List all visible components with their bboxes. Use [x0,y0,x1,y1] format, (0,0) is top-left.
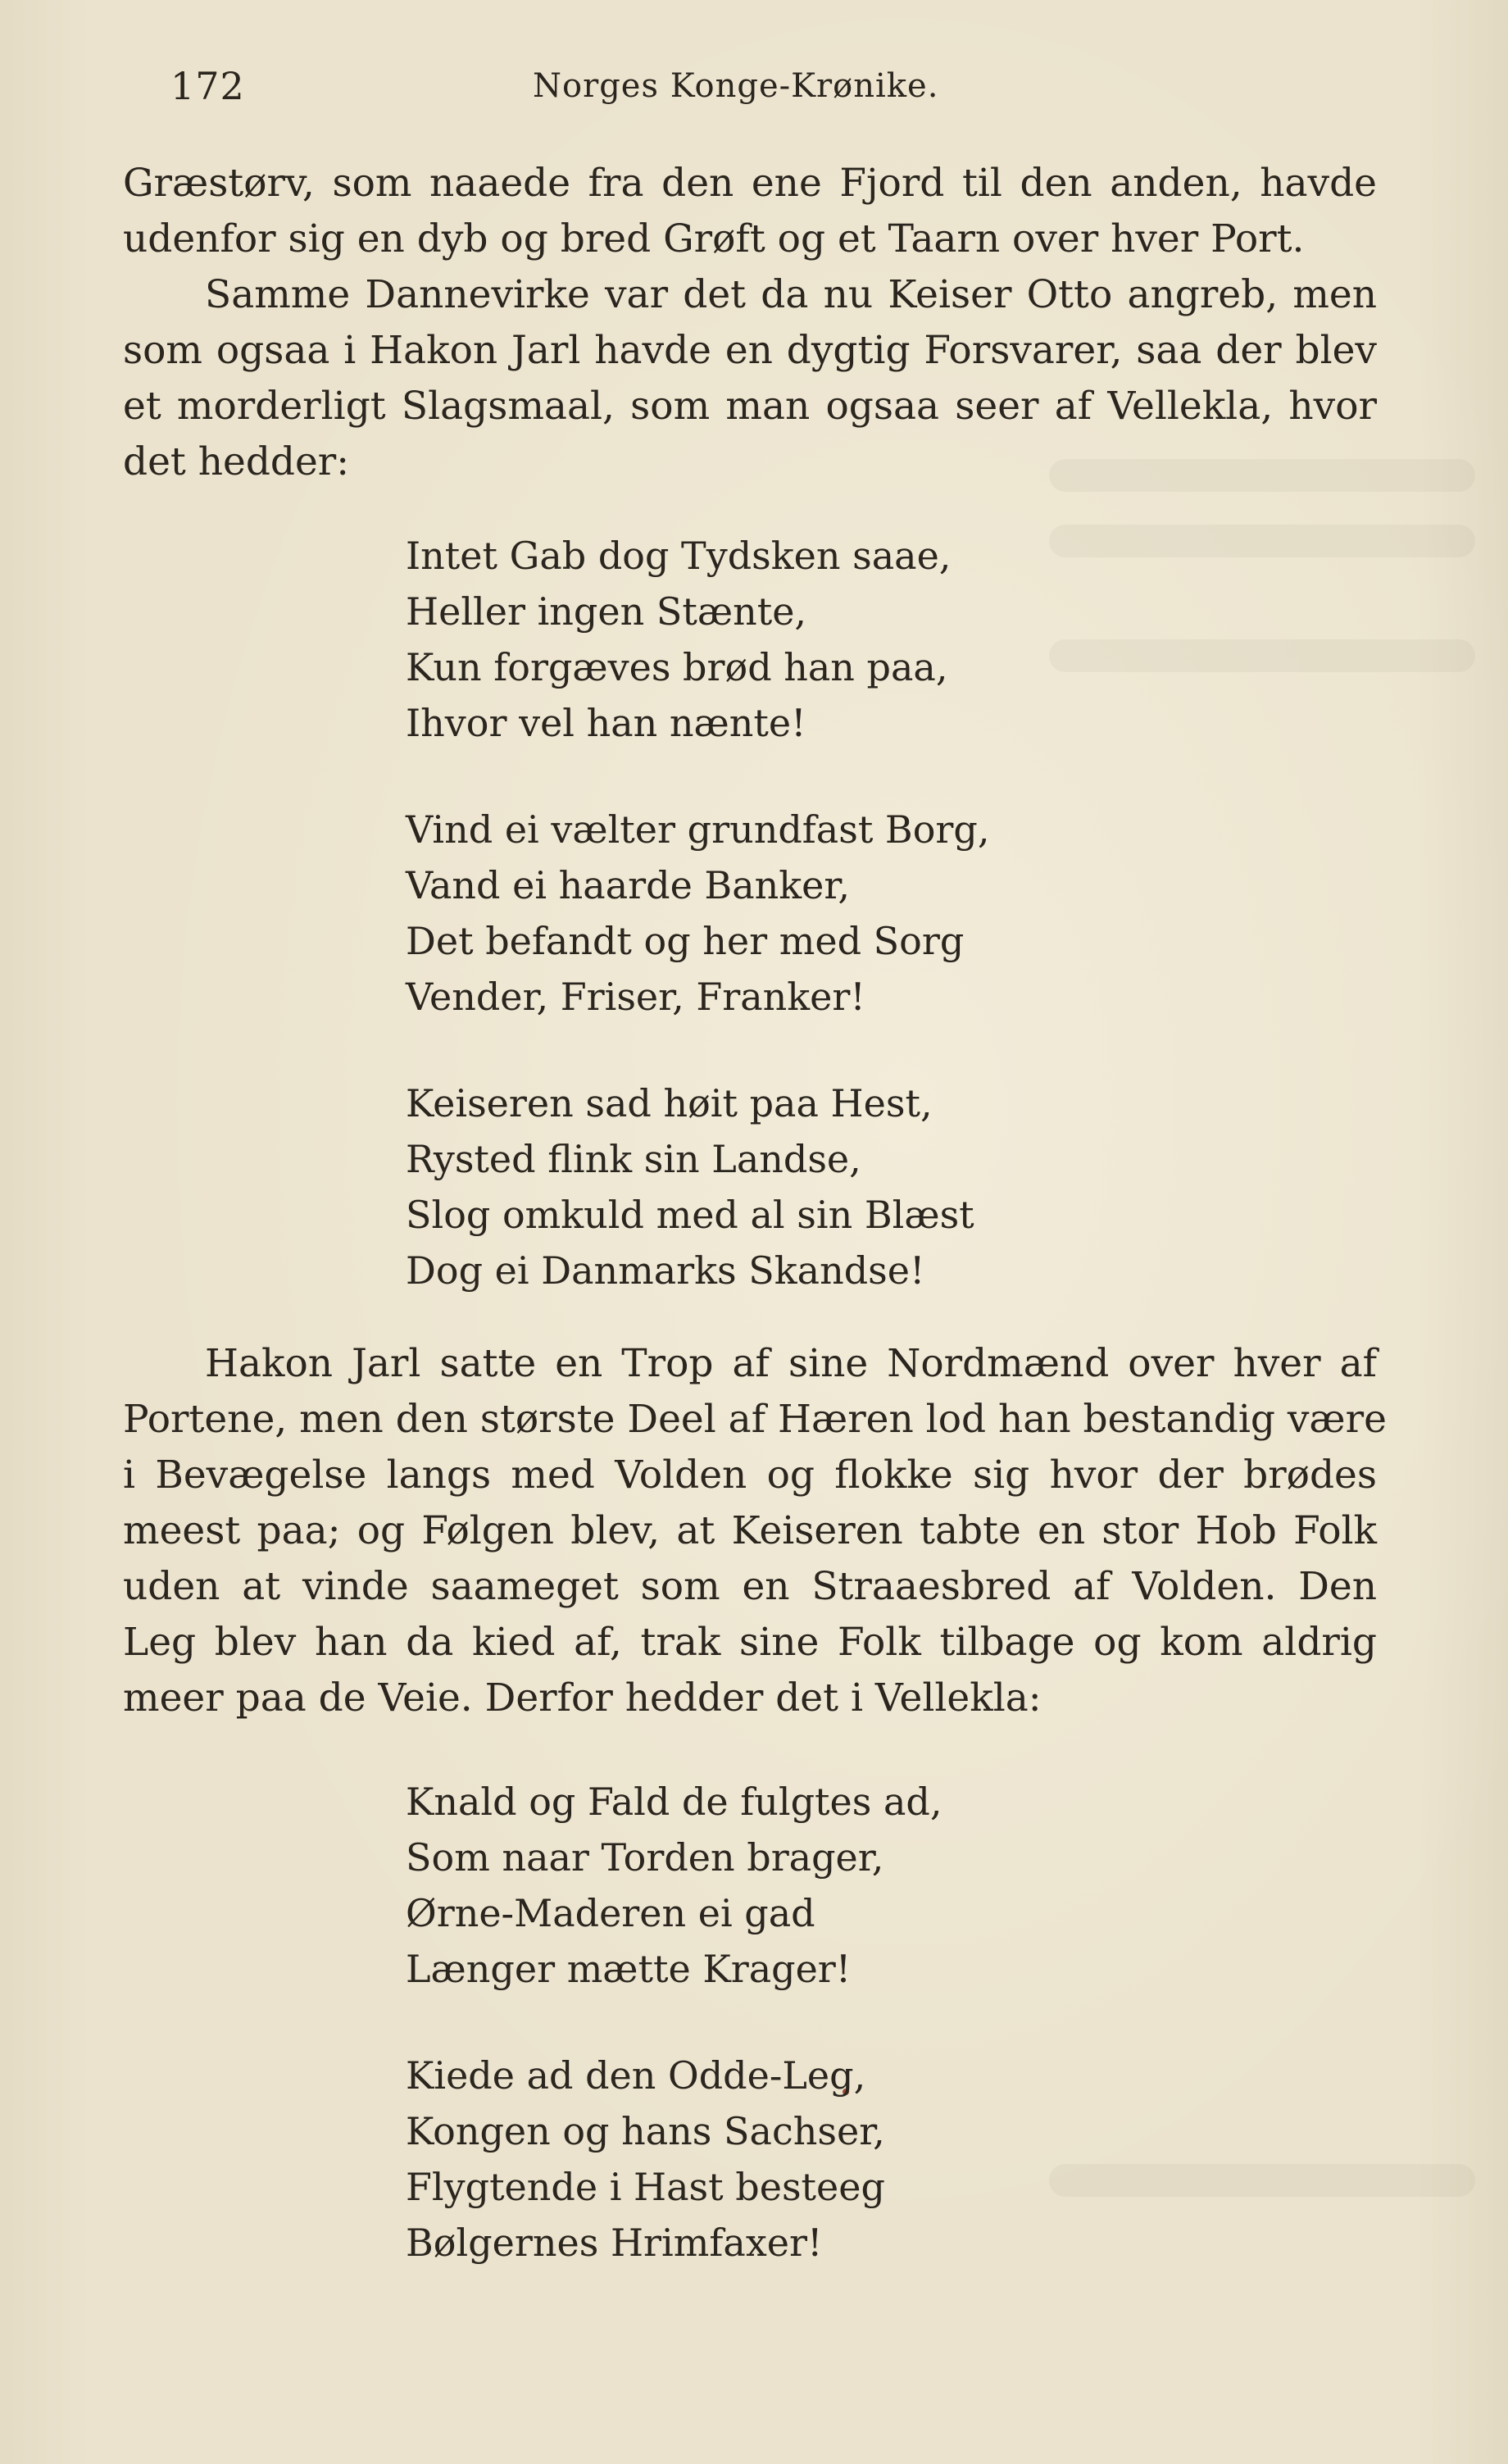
verse-line: Kun forgæves brød han paa, [406,645,948,689]
text-line: Portene, men den største Deel af Hæren lod han bestandig være [123,1397,1387,1442]
verse-line: Heller ingen Stænte, [406,589,807,634]
verse-stanza [406,2048,1143,2271]
text-line: det hedder: [123,439,350,484]
page-number: 172 [170,64,245,108]
text-line: udenfor sig en dyb og bred Grøft og et Taarn over hver Port. [123,216,1305,261]
verse-line: Vand ei haarde Banker, [406,863,850,907]
verse-stanza [406,1075,1143,1298]
text-line: Hakon Jarl satte en Trop af sine Nordmænd over hver af [205,1341,1377,1386]
verse-line: Intet Gab dog Tydsken saae, [406,534,952,578]
text-line: Græstørv, som naaede fra den ene Fjord til den anden, havde [123,161,1377,206]
text-line: uden at vinde saameget som en Straaesbred af Volden. Den [123,1564,1377,1609]
text-line: meer paa de Veie. Derfor hedder det i Vellekla: [123,1675,1042,1721]
text-line: som ogsaa i Hakon Jarl havde en dygtig Forsvarer, saa der blev [123,328,1377,373]
verse-line: Ørne-Maderen ei gad [406,1891,815,1935]
verse-line: Vender, Friser, Franker! [406,975,865,1019]
verse-stanza [406,802,1143,1025]
page-header [123,64,1401,116]
text-line: Leg blev han da kied af, trak sine Folk tilbage og kom aldrig [123,1620,1377,1665]
text-line: et morderligt Slagsmaal, som man ogsaa seer af Vellekla, hvor [123,384,1377,429]
prose-paragraph [123,156,1377,490]
verse-line: Som naar Torden brager, [406,1835,884,1880]
verse-line: Slog omkuld med al sin Blæst [406,1193,974,1237]
verse-line: Kiede ad den Odde-Leg, [406,2053,866,2098]
verse-line: Rysted flink sin Landse, [406,1137,861,1181]
text-line: i Bevægelse langs med Volden og flokke sig hvor der brødes [123,1452,1377,1498]
verse-line: Det befandt og her med Sorg [406,919,965,963]
verse-line: Bølgernes Hrimfaxer! [406,2221,823,2265]
verse-line: Kongen og hans Sachser, [406,2109,885,2153]
verse-line: Længer mætte Krager! [406,1947,852,1991]
verse-line: Flygtende i Hast besteeg [406,2165,885,2209]
verse-line: Vind ei vælter grundfast Borg, [406,807,990,852]
verse-line: Ihvor vel han nænte! [406,701,806,745]
verse-line: Dog ei Danmarks Skandse! [406,1248,925,1293]
verse-stanza [406,1774,1143,1997]
verse-line: Keiseren sad høit paa Hest, [406,1081,933,1125]
text-line: meest paa; og Følgen blev, at Keiseren tabte en stor Hob Folk [123,1508,1377,1553]
running-head: Norges Konge-Krønike. [533,67,939,105]
text-line: Samme Dannevirke var det da nu Keiser Otto angreb, men [205,272,1377,317]
verse-line: Knald og Fald de fulgtes ad, [406,1780,942,1824]
verse-stanza [406,528,1143,751]
prose-paragraph [123,1336,1387,1726]
